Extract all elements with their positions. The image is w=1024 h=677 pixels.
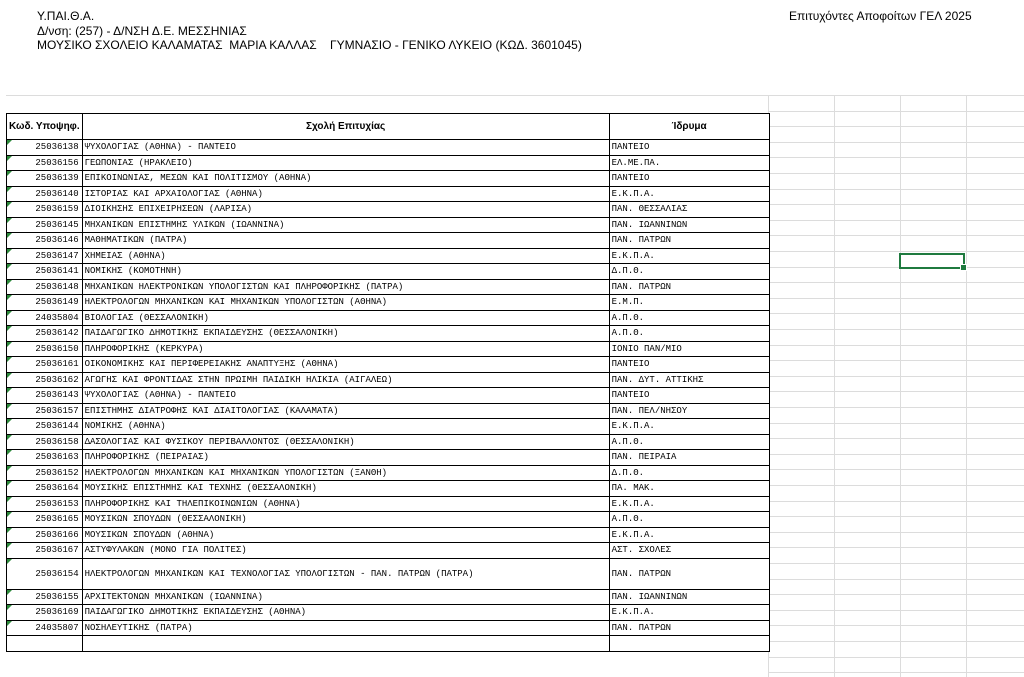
report-title: Επιτυχόντες Αποφοίτων ΓΕΛ 2025 [789, 9, 972, 23]
table-row [7, 434, 770, 450]
table-row [7, 527, 770, 543]
gridline-horizontal [768, 189, 1024, 190]
institution-cell[interactable]: Ε.Κ.Π.Α. [609, 527, 769, 543]
candidate-code-cell[interactable]: 25036157 [7, 403, 83, 419]
gridline-horizontal [768, 672, 1024, 673]
school-cell[interactable]: ΟΙΚΟΝΟΜΙΚΗΣ ΚΑΙ ΠΕΡΙΦΕΡΕΙΑΚΗΣ ΑΝΑΠΤΥΞΗΣ (ΑΘΗΝΑ) [82, 357, 609, 373]
institution-cell[interactable]: ΠΑΝ. ΠΑΤΡΩΝ [609, 279, 769, 295]
school-cell[interactable]: ΜΗΧΑΝΙΚΩΝ ΗΛΕΚΤΡΟΝΙΚΩΝ ΥΠΟΛΟΓΙΣΤΩΝ ΚΑΙ ΠΛΗΡΟΦΟΡΙΚΗΣ (ΠΑΤΡΑ) [82, 279, 609, 295]
school-cell[interactable]: ΕΠΙΚΟΙΝΩΝΙΑΣ, ΜΕΣΩΝ ΚΑΙ ΠΟΛΙΤΙΣΜΟΥ (ΑΘΗΝΑ) [82, 171, 609, 187]
gridline-horizontal [768, 469, 1024, 470]
gridline-horizontal [768, 126, 1024, 127]
gridline-horizontal [768, 438, 1024, 439]
school-cell[interactable]: ΑΡΧΙΤΕΚΤΟΝΩΝ ΜΗΧΑΝΙΚΩΝ (ΙΩΑΝΝΙΝΑ) [82, 589, 609, 605]
school-cell[interactable]: ΑΓΩΓΗΣ ΚΑΙ ΦΡΟΝΤΙΔΑΣ ΣΤΗΝ ΠΡΩΙΜΗ ΠΑΙΔΙΚΗ ΗΛΙΚΙΑ (ΑΙΓΑΛΕΩ) [82, 372, 609, 388]
gridline-horizontal [768, 235, 1024, 236]
institution-cell[interactable]: ΠΑΝ. ΠΑΤΡΩΝ [609, 620, 769, 636]
column-header-institution[interactable]: Ίδρυμα [609, 114, 769, 140]
school-cell[interactable]: ΗΛΕΚΤΡΟΛΟΓΩΝ ΜΗΧΑΝΙΚΩΝ ΚΑΙ ΜΗΧΑΝΙΚΩΝ ΥΠΟΛΟΓΙΣΤΩΝ (ΑΘΗΝΑ) [82, 295, 609, 311]
table-header-row [7, 114, 770, 140]
candidate-code-cell[interactable]: 25036149 [7, 295, 83, 311]
institution-cell[interactable]: Α.Π.Θ. [609, 326, 769, 342]
table-row [7, 155, 770, 171]
gridline-horizontal [768, 485, 1024, 486]
institution-cell[interactable]: Α.Π.Θ. [609, 512, 769, 528]
table-row [7, 496, 770, 512]
table-row [7, 543, 770, 559]
gridline-horizontal [768, 95, 1024, 96]
candidate-code-cell[interactable]: 25036161 [7, 357, 83, 373]
table-row [7, 605, 770, 621]
institution-cell[interactable]: ΠΑΝ. ΠΑΤΡΩΝ [609, 558, 769, 589]
school-cell[interactable]: ΕΠΙΣΤΗΜΗΣ ΔΙΑΤΡΟΦΗΣ ΚΑΙ ΔΙΑΙΤΟΛΟΓΙΑΣ (ΚΑΛΑΜΑΤΑ) [82, 403, 609, 419]
school-cell[interactable]: ΒΙΟΛΟΓΙΑΣ (ΘΕΣΣΑΛΟΝΙΚΗ) [82, 310, 609, 326]
table-row [7, 589, 770, 605]
empty-cell[interactable] [609, 636, 769, 652]
institution-cell[interactable]: ΠΑΝ. ΠΕΛ/ΝΗΣΟΥ [609, 403, 769, 419]
gridline-horizontal [768, 142, 1024, 143]
gridline-horizontal [768, 111, 1024, 112]
table-row [7, 465, 770, 481]
gridline-horizontal [768, 454, 1024, 455]
table-row [7, 419, 770, 435]
gridline-horizontal [768, 157, 1024, 158]
candidate-code-cell[interactable]: 25036140 [7, 186, 83, 202]
school-cell[interactable]: ΝΟΜΙΚΗΣ (ΑΘΗΝΑ) [82, 419, 609, 435]
gridline-horizontal [768, 313, 1024, 314]
gridline-horizontal [768, 625, 1024, 626]
candidate-code-cell[interactable]: 25036169 [7, 605, 83, 621]
candidate-code-cell[interactable]: 25036163 [7, 450, 83, 466]
table-row [7, 217, 770, 233]
gridline-horizontal [768, 251, 1024, 252]
institution-cell[interactable]: ΠΑΝ. ΙΩΑΝΝΙΝΩΝ [609, 589, 769, 605]
school-cell[interactable]: ΔΙΟΙΚΗΣΗΣ ΕΠΙΧΕΙΡΗΣΕΩΝ (ΛΑΡΙΣΑ) [82, 202, 609, 218]
gridline-horizontal [768, 267, 1024, 268]
table-row [7, 341, 770, 357]
institution-cell[interactable]: ΠΑΝΤΕΙΟ [609, 388, 769, 404]
school-cell[interactable]: ΠΛΗΡΟΦΟΡΙΚΗΣ (ΠΕΙΡΑΙΑΣ) [82, 450, 609, 466]
gridline-horizontal [768, 391, 1024, 392]
candidate-code-cell[interactable]: 25036153 [7, 496, 83, 512]
institution-cell[interactable]: Δ.Π.Θ. [609, 465, 769, 481]
school-cell[interactable]: ΝΟΜΙΚΗΣ (ΚΟΜΟΤΗΝΗ) [82, 264, 609, 280]
institution-cell[interactable]: ΠΑΝ. ΔΥΤ. ΑΤΤΙΚΗΣ [609, 372, 769, 388]
candidate-code-cell[interactable]: 25036152 [7, 465, 83, 481]
school-cell[interactable]: ΨΥΧΟΛΟΓΙΑΣ (ΑΘΗΝΑ) - ΠΑΝΤΕΙΟ [82, 140, 609, 156]
school-cell[interactable]: ΜΟΥΣΙΚΩΝ ΣΠΟΥΔΩΝ (ΘΕΣΣΑΛΟΝΙΚΗ) [82, 512, 609, 528]
institution-cell[interactable]: Ε.Κ.Π.Α. [609, 496, 769, 512]
report-header [37, 9, 582, 53]
table-row [7, 481, 770, 497]
gridline-horizontal [768, 610, 1024, 611]
gridline-horizontal [768, 345, 1024, 346]
school-cell[interactable]: ΧΗΜΕΙΑΣ (ΑΘΗΝΑ) [82, 248, 609, 264]
gridline-horizontal [768, 329, 1024, 330]
institution-cell[interactable]: ΠΑΝ. ΠΑΤΡΩΝ [609, 233, 769, 249]
candidate-code-cell[interactable]: 25036146 [7, 233, 83, 249]
school-cell[interactable]: ΨΥΧΟΛΟΓΙΑΣ (ΑΘΗΝΑ) - ΠΑΝΤΕΙΟ [82, 388, 609, 404]
gridline-horizontal [6, 95, 768, 96]
gridline-horizontal [768, 532, 1024, 533]
institution-cell[interactable]: Ε.Μ.Π. [609, 295, 769, 311]
candidate-code-cell[interactable]: 25036155 [7, 589, 83, 605]
empty-cell[interactable] [82, 636, 609, 652]
table-row [7, 279, 770, 295]
table-body [7, 140, 770, 652]
table-row [7, 140, 770, 156]
institution-cell[interactable]: Α.Π.Θ. [609, 310, 769, 326]
gridline-vertical [900, 95, 901, 677]
table-row [7, 310, 770, 326]
institution-cell[interactable]: Ε.Κ.Π.Α. [609, 186, 769, 202]
school-cell[interactable]: ΓΕΩΠΟΝΙΑΣ (ΗΡΑΚΛΕΙΟ) [82, 155, 609, 171]
candidate-code-cell[interactable]: 25036138 [7, 140, 83, 156]
selected-cell[interactable] [899, 253, 965, 269]
table-row [7, 388, 770, 404]
gridline-horizontal [768, 298, 1024, 299]
institution-cell[interactable]: ΠΑΝ. ΘΕΣΣΑΛΙΑΣ [609, 202, 769, 218]
table-row [7, 620, 770, 636]
candidate-code-cell[interactable]: 25036162 [7, 372, 83, 388]
table-row [7, 372, 770, 388]
candidate-code-cell[interactable]: 25036167 [7, 543, 83, 559]
candidate-code-cell[interactable]: 25036156 [7, 155, 83, 171]
institution-cell[interactable]: Ε.Κ.Π.Α. [609, 248, 769, 264]
candidate-code-cell[interactable]: 24035807 [7, 620, 83, 636]
school-cell[interactable]: ΗΛΕΚΤΡΟΛΟΓΩΝ ΜΗΧΑΝΙΚΩΝ ΚΑΙ ΜΗΧΑΝΙΚΩΝ ΥΠΟΛΟΓΙΣΤΩΝ (ΞΑΝΘΗ) [82, 465, 609, 481]
candidate-code-cell[interactable]: 25036147 [7, 248, 83, 264]
table-row [7, 248, 770, 264]
column-header-school[interactable]: Σχολή Επιτυχίας [82, 114, 609, 140]
candidate-code-cell[interactable]: 25036150 [7, 341, 83, 357]
institution-cell[interactable]: ΠΑΝΤΕΙΟ [609, 171, 769, 187]
candidate-code-cell[interactable]: 25036144 [7, 419, 83, 435]
table-row [7, 326, 770, 342]
institution-cell[interactable]: ΑΣΤ. ΣΧΟΛΕΣ [609, 543, 769, 559]
directorate-line: Δ/νση: (257) - Δ/ΝΣΗ Δ.Ε. ΜΕΣΣΗΝΙΑΣ [37, 23, 247, 38]
school-cell[interactable]: ΑΣΤΥΦΥΛΑΚΩΝ (ΜΟΝΟ ΓΙΑ ΠΟΛΙΤΕΣ) [82, 543, 609, 559]
table-row [7, 171, 770, 187]
school-cell[interactable]: ΜΗΧΑΝΙΚΩΝ ΕΠΙΣΤΗΜΗΣ ΥΛΙΚΩΝ (ΙΩΑΝΝΙΝΑ) [82, 217, 609, 233]
school-cell[interactable]: ΜΟΥΣΙΚΩΝ ΣΠΟΥΔΩΝ (ΑΘΗΝΑ) [82, 527, 609, 543]
column-header-code[interactable]: Κωδ. Υποψηφ. [7, 114, 83, 140]
gridline-horizontal [768, 579, 1024, 580]
school-cell[interactable]: ΠΛΗΡΟΦΟΡΙΚΗΣ ΚΑΙ ΤΗΛΕΠΙΚΟΙΝΩΝΙΩΝ (ΑΘΗΝΑ) [82, 496, 609, 512]
gridline-vertical [834, 95, 835, 677]
institution-cell[interactable]: ΠΑΝΤΕΙΟ [609, 357, 769, 373]
candidate-code-cell[interactable]: 25036164 [7, 481, 83, 497]
candidate-code-cell[interactable]: 25036148 [7, 279, 83, 295]
gridline-horizontal [768, 641, 1024, 642]
school-cell[interactable]: ΠΛΗΡΟΦΟΡΙΚΗΣ (ΚΕΡΚΥΡΑ) [82, 341, 609, 357]
table-row [7, 295, 770, 311]
candidate-code-cell[interactable]: 25036154 [7, 558, 83, 589]
institution-cell[interactable]: ΠΑΝΤΕΙΟ [609, 140, 769, 156]
gridline-horizontal [768, 657, 1024, 658]
table-row [7, 202, 770, 218]
gridline-horizontal [768, 516, 1024, 517]
school-cell[interactable]: ΜΟΥΣΙΚΗΣ ΕΠΙΣΤΗΜΗΣ ΚΑΙ ΤΕΧΝΗΣ (ΘΕΣΣΑΛΟΝΙΚΗ) [82, 481, 609, 497]
candidate-code-cell[interactable]: 25036165 [7, 512, 83, 528]
table-row [7, 512, 770, 528]
gridline-horizontal [768, 282, 1024, 283]
ministry-line: Υ.ΠΑΙ.Θ.Α. [37, 9, 95, 23]
candidate-code-cell[interactable]: 25036141 [7, 264, 83, 280]
institution-cell[interactable]: ΠΑΝ. ΠΕΙΡΑΙΑ [609, 450, 769, 466]
school-cell[interactable]: ΝΟΣΗΛΕΥΤΙΚΗΣ (ΠΑΤΡΑ) [82, 620, 609, 636]
gridline-horizontal [768, 594, 1024, 595]
candidate-code-cell[interactable]: 25036139 [7, 171, 83, 187]
gridline-horizontal [768, 204, 1024, 205]
institution-cell[interactable]: Ε.Κ.Π.Α. [609, 605, 769, 621]
school-line: ΜΟΥΣΙΚΟ ΣΧΟΛΕΙΟ ΚΑΛΑΜΑΤΑΣ ΜΑΡΙΑ ΚΑΛΛΑΣ ΓΥΜΝΑΣΙΟ - ΓΕΝΙΚΟ ΛΥΚΕΙΟ (ΚΩΔ. 3601045) [37, 38, 582, 52]
institution-cell[interactable]: ΕΛ.ΜΕ.ΠΑ. [609, 155, 769, 171]
candidate-code-cell[interactable]: 24035804 [7, 310, 83, 326]
candidate-code-cell[interactable]: 25036142 [7, 326, 83, 342]
school-cell[interactable]: ΔΑΣΟΛΟΓΙΑΣ ΚΑΙ ΦΥΣΙΚΟΥ ΠΕΡΙΒΑΛΛΟΝΤΟΣ (ΘΕΣΣΑΛΟΝΙΚΗ) [82, 434, 609, 450]
school-cell[interactable]: ΙΣΤΟΡΙΑΣ ΚΑΙ ΑΡΧΑΙΟΛΟΓΙΑΣ (ΑΘΗΝΑ) [82, 186, 609, 202]
results-table [6, 113, 770, 652]
gridline-horizontal [768, 563, 1024, 564]
table-row [7, 357, 770, 373]
gridline-horizontal [768, 376, 1024, 377]
institution-cell[interactable]: Α.Π.Θ. [609, 434, 769, 450]
institution-cell[interactable]: Ε.Κ.Π.Α. [609, 419, 769, 435]
table-row [7, 186, 770, 202]
table-row [7, 450, 770, 466]
table-row [7, 264, 770, 280]
gridline-horizontal [768, 423, 1024, 424]
table-row [7, 233, 770, 249]
gridline-horizontal [768, 407, 1024, 408]
gridline-horizontal [768, 547, 1024, 548]
candidate-code-cell[interactable]: 25036143 [7, 388, 83, 404]
gridline-horizontal [768, 360, 1024, 361]
candidate-code-cell[interactable]: 25036145 [7, 217, 83, 233]
institution-cell[interactable]: ΙΟΝΙΟ ΠΑΝ/ΜΙΟ [609, 341, 769, 357]
candidate-code-cell[interactable]: 25036159 [7, 202, 83, 218]
school-cell[interactable]: ΠΑΙΔΑΓΩΓΙΚΟ ΔΗΜΟΤΙΚΗΣ ΕΚΠΑΙΔΕΥΣΗΣ (ΘΕΣΣΑΛΟΝΙΚΗ) [82, 326, 609, 342]
gridline-horizontal [768, 501, 1024, 502]
candidate-code-cell[interactable]: 25036158 [7, 434, 83, 450]
table-row [7, 558, 770, 589]
table-row [7, 403, 770, 419]
empty-row [7, 636, 770, 652]
empty-cell[interactable] [7, 636, 83, 652]
institution-cell[interactable]: ΠΑΝ. ΙΩΑΝΝΙΝΩΝ [609, 217, 769, 233]
institution-cell[interactable]: ΠΑ. ΜΑΚ. [609, 481, 769, 497]
gridline-horizontal [768, 173, 1024, 174]
candidate-code-cell[interactable]: 25036166 [7, 527, 83, 543]
gridline-horizontal [768, 220, 1024, 221]
school-cell[interactable]: ΠΑΙΔΑΓΩΓΙΚΟ ΔΗΜΟΤΙΚΗΣ ΕΚΠΑΙΔΕΥΣΗΣ (ΑΘΗΝΑ) [82, 605, 609, 621]
school-cell[interactable]: ΜΑΘΗΜΑΤΙΚΩΝ (ΠΑΤΡΑ) [82, 233, 609, 249]
school-cell[interactable]: ΗΛΕΚΤΡΟΛΟΓΩΝ ΜΗΧΑΝΙΚΩΝ ΚΑΙ ΤΕΧΝΟΛΟΓΙΑΣ ΥΠΟΛΟΓΙΣΤΩΝ - ΠΑΝ. ΠΑΤΡΩΝ (ΠΑΤΡΑ) [82, 558, 609, 589]
gridline-vertical [966, 95, 967, 677]
institution-cell[interactable]: Δ.Π.Θ. [609, 264, 769, 280]
